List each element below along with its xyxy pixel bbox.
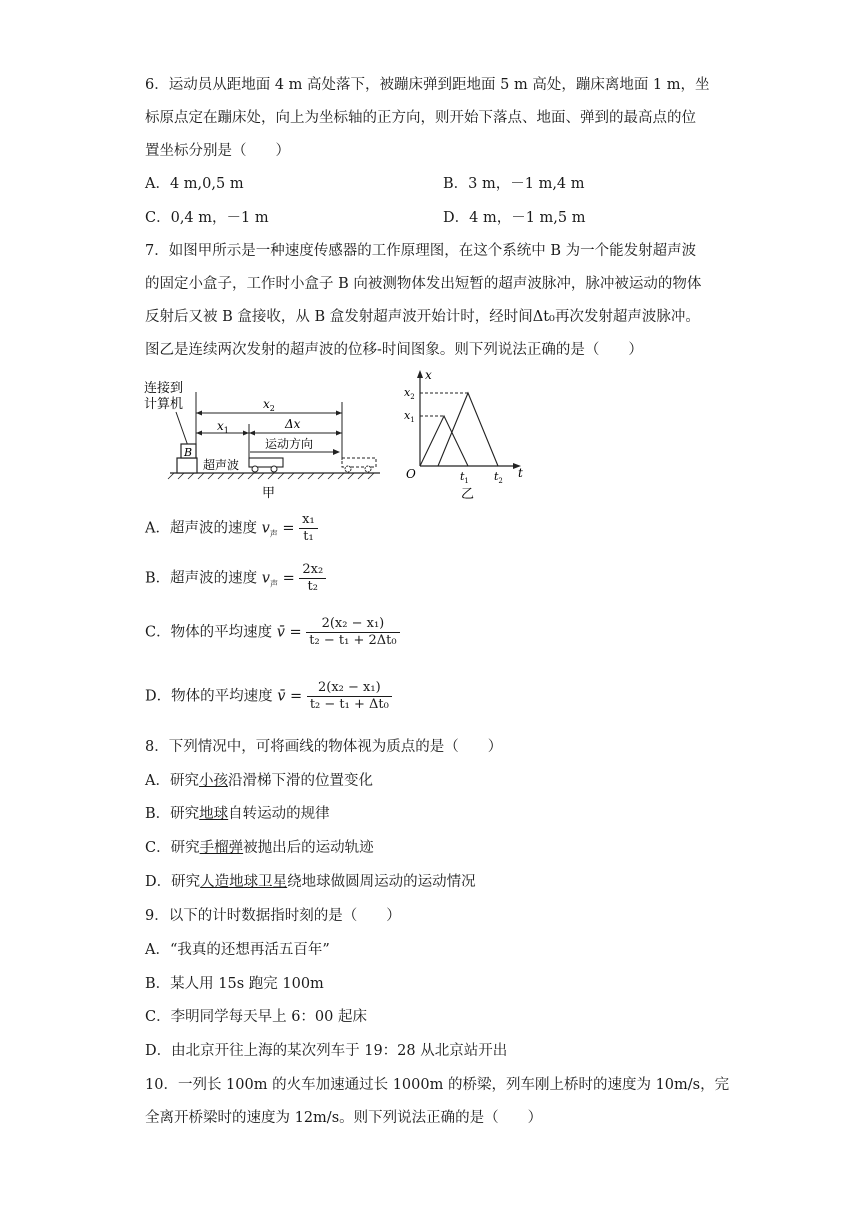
q9-option-c: C．李明同学每天早上 6：00 起床 <box>145 1009 367 1025</box>
q10-stem-line1: 10．一列长 100m 的火车加速通过长 1000m 的桥梁，列车刚上桥时的速度为 10m/s，完 <box>145 1077 730 1093</box>
fig-yi-t1: $t_1$ <box>460 470 469 485</box>
q8-option-b: B．研究地球自转运动的规律 <box>145 806 330 822</box>
q9-option-a: A．“我真的还想再活五百年” <box>145 942 330 958</box>
q8-option-c: C．研究手榴弹被抛出后的运动轨迹 <box>145 840 374 856</box>
fig-jia-connect-line2: 计算机 <box>144 397 184 412</box>
q8-option-d: D．研究人造地球卫星绕地球做圆周运动的运动情况 <box>145 874 476 890</box>
q6-option-a: A．4 m,0,5 m <box>145 176 244 192</box>
fig-jia-dx: Δx <box>285 417 301 431</box>
q8-stem: 8．下列情况中，可将画线的物体视为质点的是（ ） <box>145 739 503 755</box>
q8-option-a: A．研究小孩沿滑梯下滑的位置变化 <box>145 773 373 789</box>
q7-stem-line3: 反射后又被 B 盒接收，从 B 盒发射超声波开始计时，经时间Δt₀再次发射超声波脉冲。 <box>145 309 700 325</box>
q7-stem-line2: 的固定小盒子，工作时小盒子 B 向被测物体发出短暂的超声波脉冲，脉冲被运动的物体 <box>145 276 702 292</box>
q6-option-d: D．4 m，－1 m,5 m <box>443 210 586 226</box>
figure-jia <box>140 372 390 502</box>
fig-yi-x2: $x_2$ <box>404 386 415 401</box>
q7-option-d: D．物体的平均速度 v̄ = $\frac{\text{2(x₂ − x₁)}}{\text{t₂ − t₁ + Δt₀}}$ <box>145 680 392 713</box>
q9-option-d: D．由北京开往上海的某次列车于 19：28 从北京站开出 <box>145 1043 508 1059</box>
q9-option-b: B．某人用 15s 跑完 100m <box>145 976 324 992</box>
fig-yi-axis-t: t <box>518 466 523 480</box>
fig-yi-axis-x: x <box>425 368 432 382</box>
q7-option-a: A．超声波的速度 $v_声$ = $\frac{\text{x₁}}{\text{t₁}}$ <box>145 512 318 545</box>
q6-option-b: B．3 m，－1 m,4 m <box>443 176 585 192</box>
fig-jia-motion-label: 运动方向 <box>265 437 314 451</box>
fig-jia-connect-line1: 连接到 <box>144 381 184 396</box>
fig-yi-caption: 乙 <box>461 487 475 502</box>
q9-stem: 9．以下的计时数据指时刻的是（ ） <box>145 908 401 924</box>
q6-option-c: C．0,4 m，－1 m <box>145 210 269 226</box>
q6-stem-line3: 置坐标分别是（ ） <box>145 143 290 159</box>
q6-stem-line2: 标原点定在蹦床处，向上为坐标轴的正方向，则开始下落点、地面、弹到的最高点的位 <box>145 110 696 126</box>
fig-jia-caption: 甲 <box>262 486 276 501</box>
fig-yi-x1: $x_1$ <box>404 409 415 424</box>
fig-yi-t2: $t_2$ <box>494 470 503 485</box>
figure-yi <box>398 366 538 506</box>
fig-yi-origin: O <box>406 467 416 481</box>
fig-jia-box-b: B <box>184 446 193 459</box>
q7-option-c: C．物体的平均速度 v̄ = $\frac{\text{2(x₂ − x₁)}}{\text{t₂ − t₁ + 2Δt₀}}$ <box>145 616 400 649</box>
q7-option-b: B．超声波的速度 $v_声$ = $\frac{\text{2x₂}}{\text{t₂}}$ <box>145 562 326 595</box>
q7-stem-line4: 图乙是连续两次发射的超声波的位移-时间图象。则下列说法正确的是（ ） <box>145 342 643 358</box>
q6-stem-line1: 6．运动员从距地面 4 m 高处落下，被蹦床弹到距地面 5 m 高处，蹦床离地面 1 m，坐 <box>145 77 710 93</box>
fig-jia-wave-label: 超声波 <box>203 458 240 472</box>
fig-jia-x1: $x_1$ <box>217 419 229 435</box>
q10-stem-line2: 全离开桥梁时的速度为 12m/s。则下列说法正确的是（ ） <box>145 1110 543 1126</box>
fig-jia-x2: $x_2$ <box>263 397 275 413</box>
q7-stem-line1: 7．如图甲所示是一种速度传感器的工作原理图，在这个系统中 B 为一个能发射超声波 <box>145 243 697 259</box>
